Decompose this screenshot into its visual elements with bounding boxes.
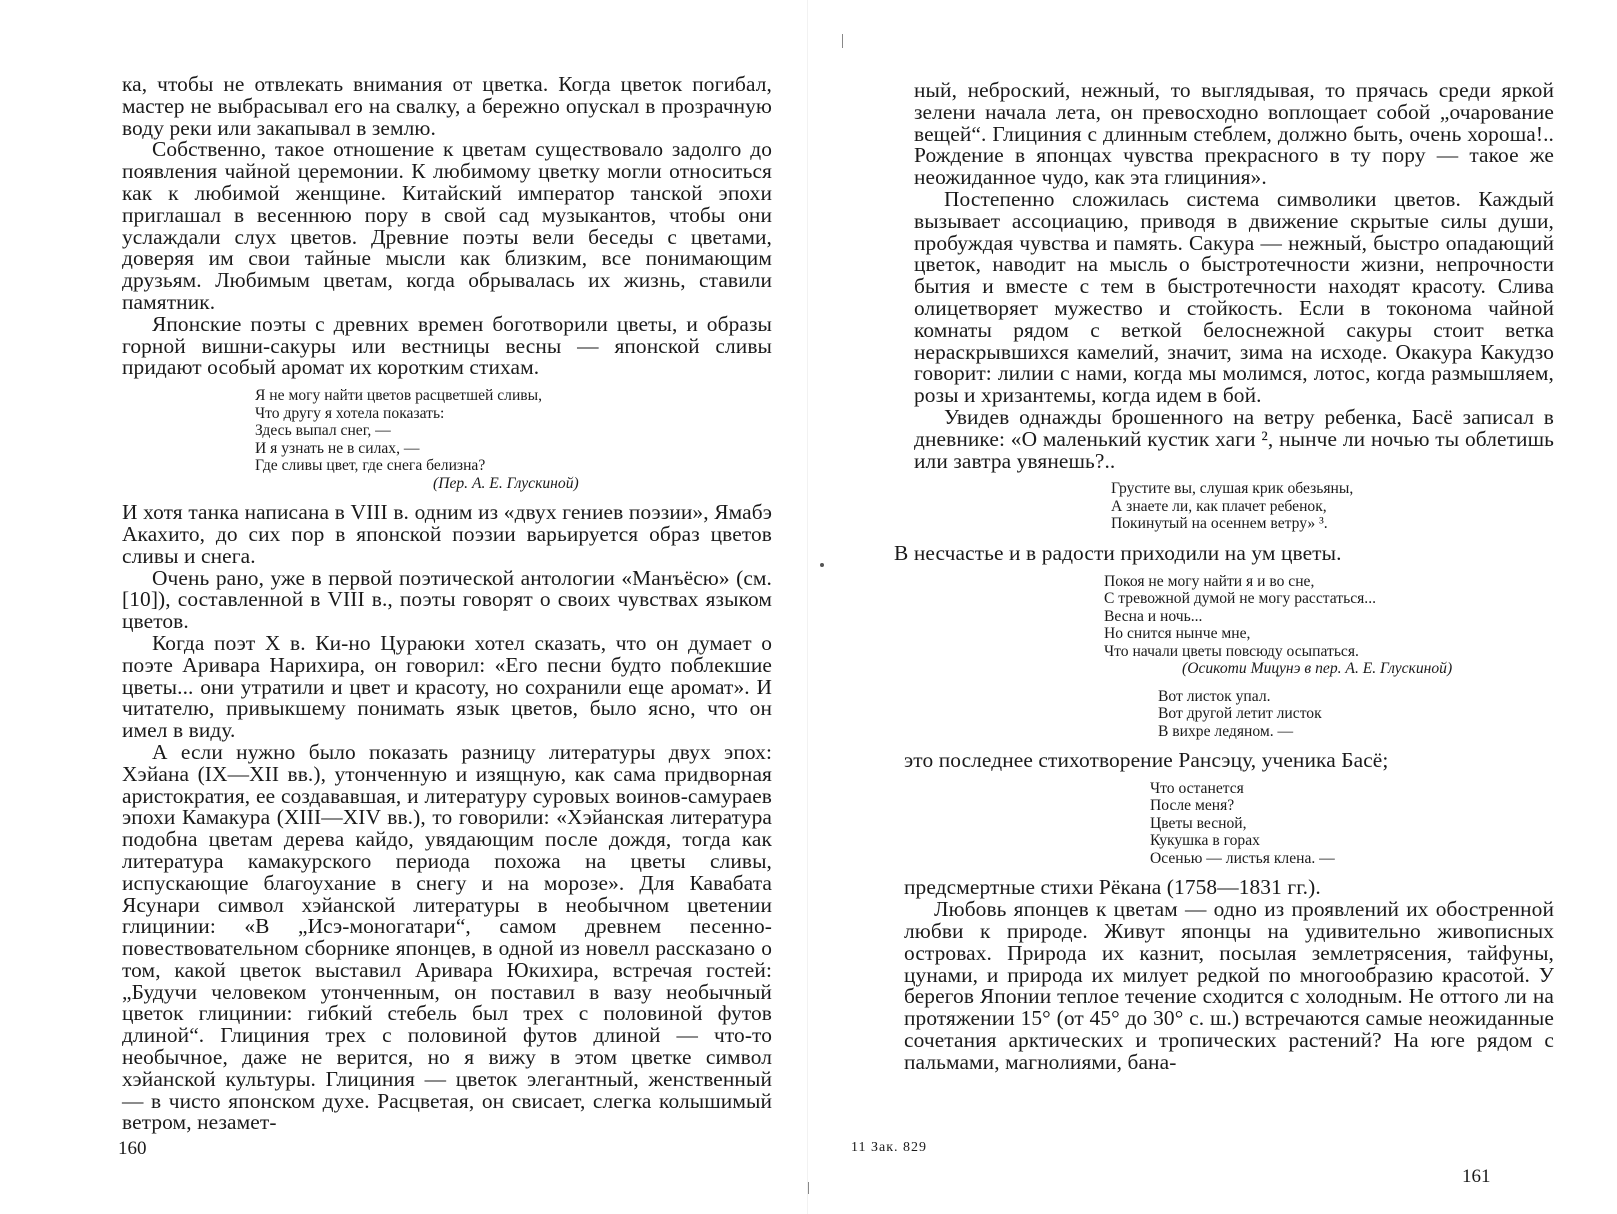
- paragraph: Японские поэты с древних времен боготворили цветы, и образы горной вишни-сакуры или вестницы весны — японской сливы придают особый аромат их коротким стихам.: [122, 311, 772, 380]
- right-page-text: [886, 80, 1554, 1074]
- scan-speck: [820, 563, 824, 567]
- paragraph: А если нужно было показать разницу литературы двух эпох: Хэйана (IX—XII вв.), утонченную и изящную, как сама придворная аристократия, ее создававшая, и литературу суровых воинов-самураев эпохи Камакура (XIII—XIV вв.), то говорили: «Хэйанская литература подобна цветам дерева кайдо, увядающим после дождя, тогда как литература камакурского периода похожа на цветы сливы, испускающие благоухание в снегу и на морозе». Для Кавабата Ясунари символ хэйанской литературы в необычном цветении глицинии: «В „Исэ-моногатари“, самом древнем песенно-повествовательном сборнике японцев, в одной из новелл рассказано о том, какой цветок выставил Аривара Юкихира, встречая гостей: „Будучи человеком утонченным, он поставил в вазу необычный цветок глицинии: гибкий стебель был трех с половиной футов длиной“. Глициния трех с половиной футов длиной — что-то необычное, даже не верится, но я вижу в этом цветке символ хэйанской культуры. Глициния — цветок элегантный, женственный — в чисто японском духе. Расцветая, он свисает, слегка колышимый ветром, незамет-: [122, 739, 772, 1135]
- paragraph: ный, неброский, нежный, то выглядывая, то прячась среди яркой зелени начала лета, он превосходно воплощает собой „очарование вещей“. Глициния с длинным стеблем, должно быть, очень хороша!.. Рождение в японцах чувства прекрасного в ту пору — такое же неожиданное чудо, как эта глициния».: [914, 78, 1554, 190]
- poem-line: Грустите вы, слушая крик обезьяны,: [1111, 480, 1354, 498]
- paragraph: Когда поэт X в. Ки-но Цураюки хотел сказать, что он думает о поэте Аривара Нарихира, он говорил: «Его песни будто поблекшие цветы... они утратили и цвет и красоту, но сохранили еще аромат». И читателю, привыкшему понимать язык цветов, было ясно, что он имел в виду.: [122, 630, 772, 743]
- poem-line: Весна и ночь...: [1104, 607, 1203, 625]
- paragraph: предсмертные стихи Рёкана (1758—1831 гг.).: [904, 875, 1321, 900]
- paragraph: Очень рано, уже в первой поэтической антологии «Манъёсю» (см. [10]), составленной в VIII в., поэты говорят о своих чувствах языком цветов.: [122, 565, 772, 634]
- poem-line: А знаете ли, как плачет ребенок,: [1111, 497, 1327, 515]
- poem-line: Что начали цветы повсюду осыпаться.: [1104, 642, 1359, 660]
- poem-line: С тревожной думой не могу расстаться...: [1104, 590, 1376, 608]
- poem-ryokan: [1150, 780, 1554, 868]
- paragraph: это последнее стихотворение Рансэцу, ученика Басё;: [904, 748, 1389, 773]
- poem-line: Покоя не могу найти я и во сне,: [1104, 572, 1315, 590]
- poem-line: Здесь выпал снег, —: [255, 422, 391, 440]
- poem-line: Вот другой летит листок: [1158, 705, 1322, 723]
- translation-credit: (Осикоти Мицунэ в пер. А. Е. Глускиной): [1182, 660, 1453, 678]
- left-page: [0, 0, 808, 1214]
- page-number: 160: [118, 1138, 147, 1159]
- paragraph: ка, чтобы не отвлекать внимания от цветка. Когда цветок погибал, мастер не выбрасывал его на свалку, а бережно опускал в прозрачную воду реки или закапывал в землю.: [122, 72, 772, 140]
- left-page-text: [122, 74, 772, 1134]
- poem-line: Что другу я хотела показать:: [255, 404, 445, 422]
- poem-line: Но снится нынче мне,: [1104, 625, 1251, 643]
- poem-line: Вот листок упал.: [1158, 687, 1271, 705]
- poem-line: Где сливы цвет, где снега белизна?: [255, 457, 486, 475]
- poem-ransetsu: [1158, 688, 1554, 741]
- paragraph: Любовь японцев к цветам — одно из проявлений их обостренной любви к природе. Живут японцы на удивительно живописных островах. Природа их казнит, посылая землетрясения, тайфуны, цунами, и природа их милует редкой по многообразию красотой. У берегов Японии теплое течение сходится с холодным. Не оттого ли на протяжении 15° (от 45° до 30° с. ш.) встречаются самые неожиданные сочетания арктических и тропических растений? На юге рядом с пальмами, магнолиями, бана-: [904, 897, 1554, 1074]
- poem-line: После меня?: [1150, 797, 1235, 815]
- poem-line: Осенью — листья клена. —: [1150, 849, 1335, 867]
- paragraph: Увидев однажды брошенного на ветру ребенка, Басё записал в дневнике: «О маленький кустик хаги ², нынче ли ночью ты облетишь или завтра увянешь?..: [914, 404, 1554, 473]
- page-number: 161: [1462, 1166, 1491, 1187]
- paragraph: В несчастье и в радости приходили на ум цветы.: [894, 540, 1342, 565]
- poem-line: И я узнать не в силах, —: [255, 439, 420, 457]
- translation-credit: (Пер. А. Е. Глускиной): [433, 474, 579, 492]
- poem-plum-blossoms: [255, 387, 772, 492]
- paragraph: Постепенно сложилась система символики цветов. Каждый вызывает ассоциацию, приводя в движение скрытые силы души, пробуждая чувства и память. Сакура — нежный, быстро опадающий цветок, наводит на мысль о быстротечности жизни, непрочности бытия и вместе с тем в быстротечности находят красоту. Слива олицетворяет мужество и стойкость. Если в токонома чайной комнаты рядом с веткой белоснежной сакуры стоит ветка нераскрывшихся камелий, значит, зима на исходе. Окакура Какудзо говорит: лилии с нами, когда мы молимся, лотос, когда размышляем, розы и хризантемы, когда идем в бой.: [914, 186, 1554, 408]
- poem-line: Покинутый на осеннем ветру» ³.: [1111, 515, 1328, 533]
- right-page: [808, 0, 1617, 1214]
- poem-line: Что останется: [1150, 779, 1244, 797]
- poem-basho: [1111, 480, 1554, 533]
- poem-line: Кукушка в горах: [1150, 832, 1260, 850]
- paragraph: И хотя танка написана в VIII в. одним из «двух гениев поэзии», Ямабэ Акахито, до сих пор в японской поэзии варьируется образ цветов сливы и снега.: [122, 500, 772, 568]
- printer-order-mark: 11 Зак. 829: [851, 1140, 928, 1155]
- poem-line: Цветы весной,: [1150, 814, 1247, 832]
- poem-line: В вихре ледяном. —: [1158, 722, 1294, 740]
- poem-mitsune: [1104, 573, 1554, 678]
- poem-line: Я не могу найти цветов расцветшей сливы,: [255, 387, 543, 405]
- paragraph: Собственно, такое отношение к цветам существовало задолго до появления чайной церемонии. К любимому цветку могли относиться как к любимой женщине. Китайский император танской эпохи приглашал в весеннюю пору в свой сад музыкантов, чтобы они услаждали слух цветов. Древние поэты вели беседы с цветами, доверяя им свои тайные мысли как близким, все понимающим друзьям. Любимым цветам, когда обрывалась их жизнь, ставили памятник.: [122, 137, 772, 314]
